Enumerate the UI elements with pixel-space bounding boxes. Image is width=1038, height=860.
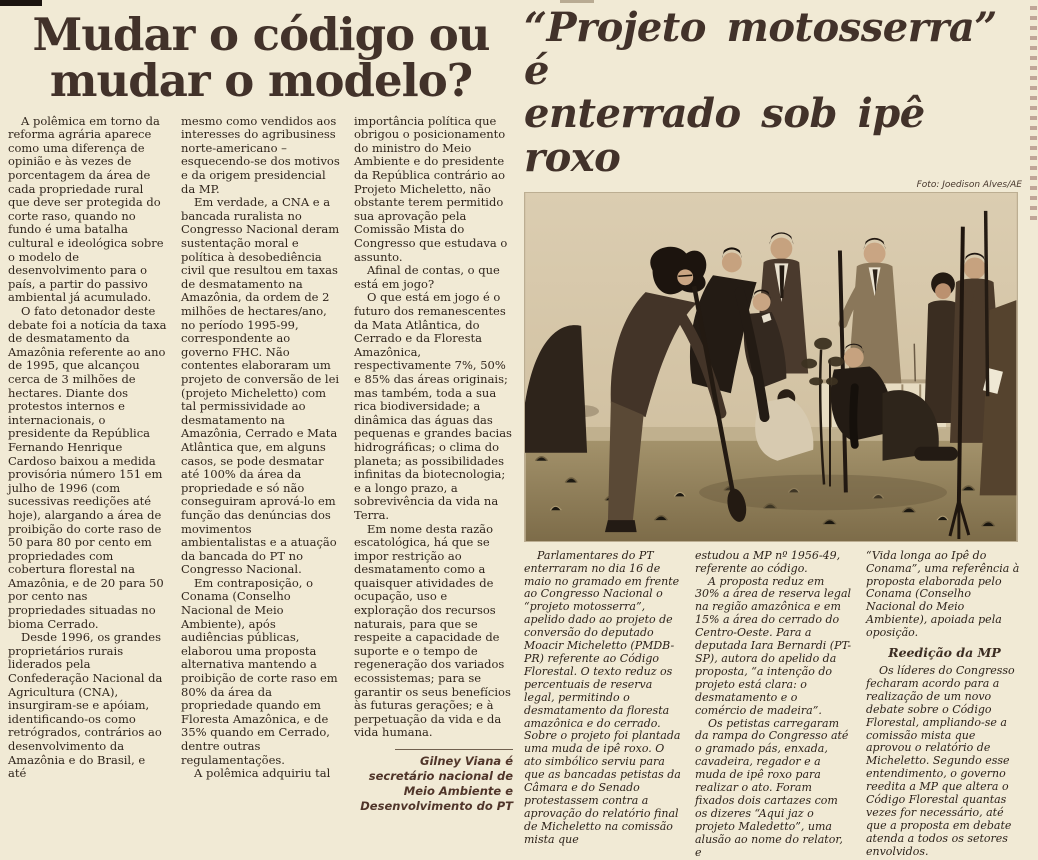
section-subhead: Reedição da MP <box>888 645 1001 661</box>
paragraph: estudou a MP nº 1956-49, referente ao código. <box>695 548 841 575</box>
left-column-1-text <box>8 115 167 781</box>
right-headline <box>524 6 1028 179</box>
right-column-3-top-text <box>866 550 1023 640</box>
author-byline: Gilney Viana é secretário nacional de Meio Ambiente e Desenvolvimento do PT <box>360 754 513 813</box>
right-column-2 <box>695 550 852 860</box>
paragraph: importância política que obrigou o posicionamento do ministro do Meio Ambiente e do presidente da República contrário ao Projeto Micheletto, não obstante terem permitido sua aprovação pela Comissão Mista do Congresso que estudava o assunto. <box>354 113 508 264</box>
scan-artifact-mark <box>0 0 42 6</box>
paragraph: Os petistas carregaram da rampa do Congresso até o gramado pás, enxada, cavadeira, regador e a muda de ipê roxo para realizar o ato. Foram fixados dois cartazes com os dizeres “Aqui jaz o projeto Maledetto”, uma alusão ao nome do relator, e <box>695 716 849 859</box>
left-column-3-text <box>354 115 513 740</box>
paragraph: Em verdade, a CNA e a bancada ruralista no Congresso Nacional deram sustentação moral e política à desobediência civil que resultou em taxas de desmatamento na Amazônia, da ordem de 2 milhões de hectares/ano, no período 1995-99, correspondente ao governo FHC. Não contentes elaboraram um projeto de conversão de lei (projeto Micheletto) com tal permissividade ao desmatamento na Amazônia, Cerrado e Mata Atlântica que, em alguns casos, se pode desmatar até 100% da área da propriedade e só não conseguiram aprová-lo em função das denúncias dos movimentos ambientalistas e a atuação da bancada do PT no Congresso Nacional. <box>181 195 340 577</box>
left-article <box>8 8 514 814</box>
left-headline-line1: Mudar o código ou <box>32 8 490 61</box>
left-headline-line2: mudar o modelo? <box>49 54 473 108</box>
right-article <box>524 4 1028 860</box>
paragraph: mesmo como vendidos aos interesses do agribusiness norte-americano – esquecendo-se dos motivos e da origem presidencial da MP. <box>181 113 340 196</box>
paragraph: A polêmica adquiriu tal <box>194 766 331 781</box>
left-article-columns <box>8 115 514 814</box>
paragraph: Os líderes do Congresso fecharam acordo para a realização de um novo debate sobre o Código Florestal, ampliando-se a comissão mista que aprovou o relatório de Micheletto. Segundo esse entendimento, o governo reedita a MP que altera o Código Florestal quantas vezes for necessário, até que a proposta em debate atenda a todos os setores envolvidos. <box>866 664 1015 858</box>
paragraph: A proposta reduz em 30% a área de reserva legal na região amazônica e em 15% a área do cerrado do Centro-Oeste. Para a deputada Iara Bernardi (PT-SP), autora do apelido da proposta, “a intenção do projeto está clara: o desmatamento e o comércio de madeira”. <box>695 574 852 717</box>
left-column-2 <box>181 115 340 814</box>
binding-edge <box>1030 6 1037 224</box>
paragraph: Em contraposição, o Conama (Conselho Nacional de Meio Ambiente), após audiências públicas, elaborou uma proposta alternativa mantendo a proibição de corte raso em 80% da área da propriedade quando em Floresta Amazônica, e de 35% quando em Cerrado, dentre outras regulamentações. <box>181 575 338 767</box>
right-headline-line1: “Projeto motosserra” é <box>524 4 997 95</box>
scan-artifact-dash <box>560 0 594 3</box>
right-column-2-text <box>695 550 852 860</box>
paragraph: Em nome desta razão escatológica, há que se impor restrição ao desmatamento como a quaisquer atividades de ocupação, uso e exploração dos recursos naturais, para que se respeite a capacidade de suporte e o tempo de regeneração dos variados ecossistemas; para se garantir os seus benefícios às futuras gerações; e à perpetuação da vida e da vida humana. <box>354 521 511 740</box>
right-column-1 <box>524 550 681 860</box>
paragraph: Desde 1996, os grandes proprietários rurais liderados pela Confederação Nacional da Agricultura (CNA), insurgiram-se e apóiam, identificando-os como retrógrados, contrários ao desenvolvimento da Amazônia e do Brasil, e até <box>8 630 163 781</box>
right-column-1-text <box>524 550 681 847</box>
right-column-3-bottom-text <box>866 665 1023 859</box>
left-column-1 <box>8 115 167 814</box>
photo-credit: Foto: Joedison Alves/AE <box>916 179 1022 190</box>
left-column-3 <box>354 115 513 814</box>
left-column-2-text <box>181 115 340 781</box>
news-photo <box>524 192 1018 542</box>
paragraph: Parlamentares do PT enterraram no dia 16 de maio no gramado em frente ao Congresso Nacional o “projeto motosserra”, apelido dado ao projeto de conversão do deputado Moacir Micheletto (PMDB-PR) referente ao Código Florestal. O texto reduz os percentuais de reserva legal, permitindo o desmatamento da floresta amazônica e do cerrado. Sobre o projeto foi plantada uma muda de ipê roxo. O ato simbólico serviu para que as bancadas petistas da Câmara e do Senado protestassem contra a aprovação do relatório final de Micheletto na comissão mista que <box>524 548 681 846</box>
byline-rule <box>395 749 513 750</box>
right-article-columns <box>524 550 1028 860</box>
photo-illustration <box>525 193 1017 541</box>
paragraph: Afinal de contas, o que está em jogo? <box>354 263 500 291</box>
right-column-3 <box>866 550 1023 860</box>
paragraph: “Vida longa ao Ipê do Conama”, uma referência à proposta elaborada pelo Conama (Conselho Nacional do Meio Ambiente), apoiada pela oposição. <box>866 548 1020 640</box>
right-headline-line2: enterrado sob ipê roxo <box>524 90 925 181</box>
paragraph: O fato detonador deste debate foi a notícia da taxa de desmatamento da Amazônia referente ao ano de 1995, que alcançou cerca de 3 milhões de hectares. Diante dos protestos internos e internacionais, o presidente da República Fernando Henrique Cardoso baixou a medida provisória número 151 em julho de 1996 (com sucessivas reedições até hoje), alargando a área de proibição do corte raso de 50 para 80 por cento em propriedades com cobertura florestal na Amazônia, e de 20 para 50 por cento nas propriedades situadas no bioma Cerrado. <box>8 304 167 631</box>
paragraph: O que está em jogo é o futuro dos remanescentes da Mata Atlântica, do Cerrado e da Floresta Amazônica, respectivamente 7%, 50% e 85% das áreas originais; mas também, toda a sua rica biodiversidade; a dinâmica das águas das pequenas e grandes bacias hidrográficas; o clima do planeta; as possibilidades infinitas da biotecnologia; e a longo prazo, a sobrevivência da vida na Terra. <box>354 290 512 522</box>
paragraph: A polêmica em torno da reforma agrária aparece como uma diferença de opinião e às vezes de porcentagem da área de cada propriedade rural que deve ser protegida do corte raso, quando no fundo é uma batalha cultural e ideológica sobre o modelo de desenvolvimento para o país, a partir do passivo ambiental já acumulado. <box>8 113 164 305</box>
left-headline <box>8 8 514 108</box>
